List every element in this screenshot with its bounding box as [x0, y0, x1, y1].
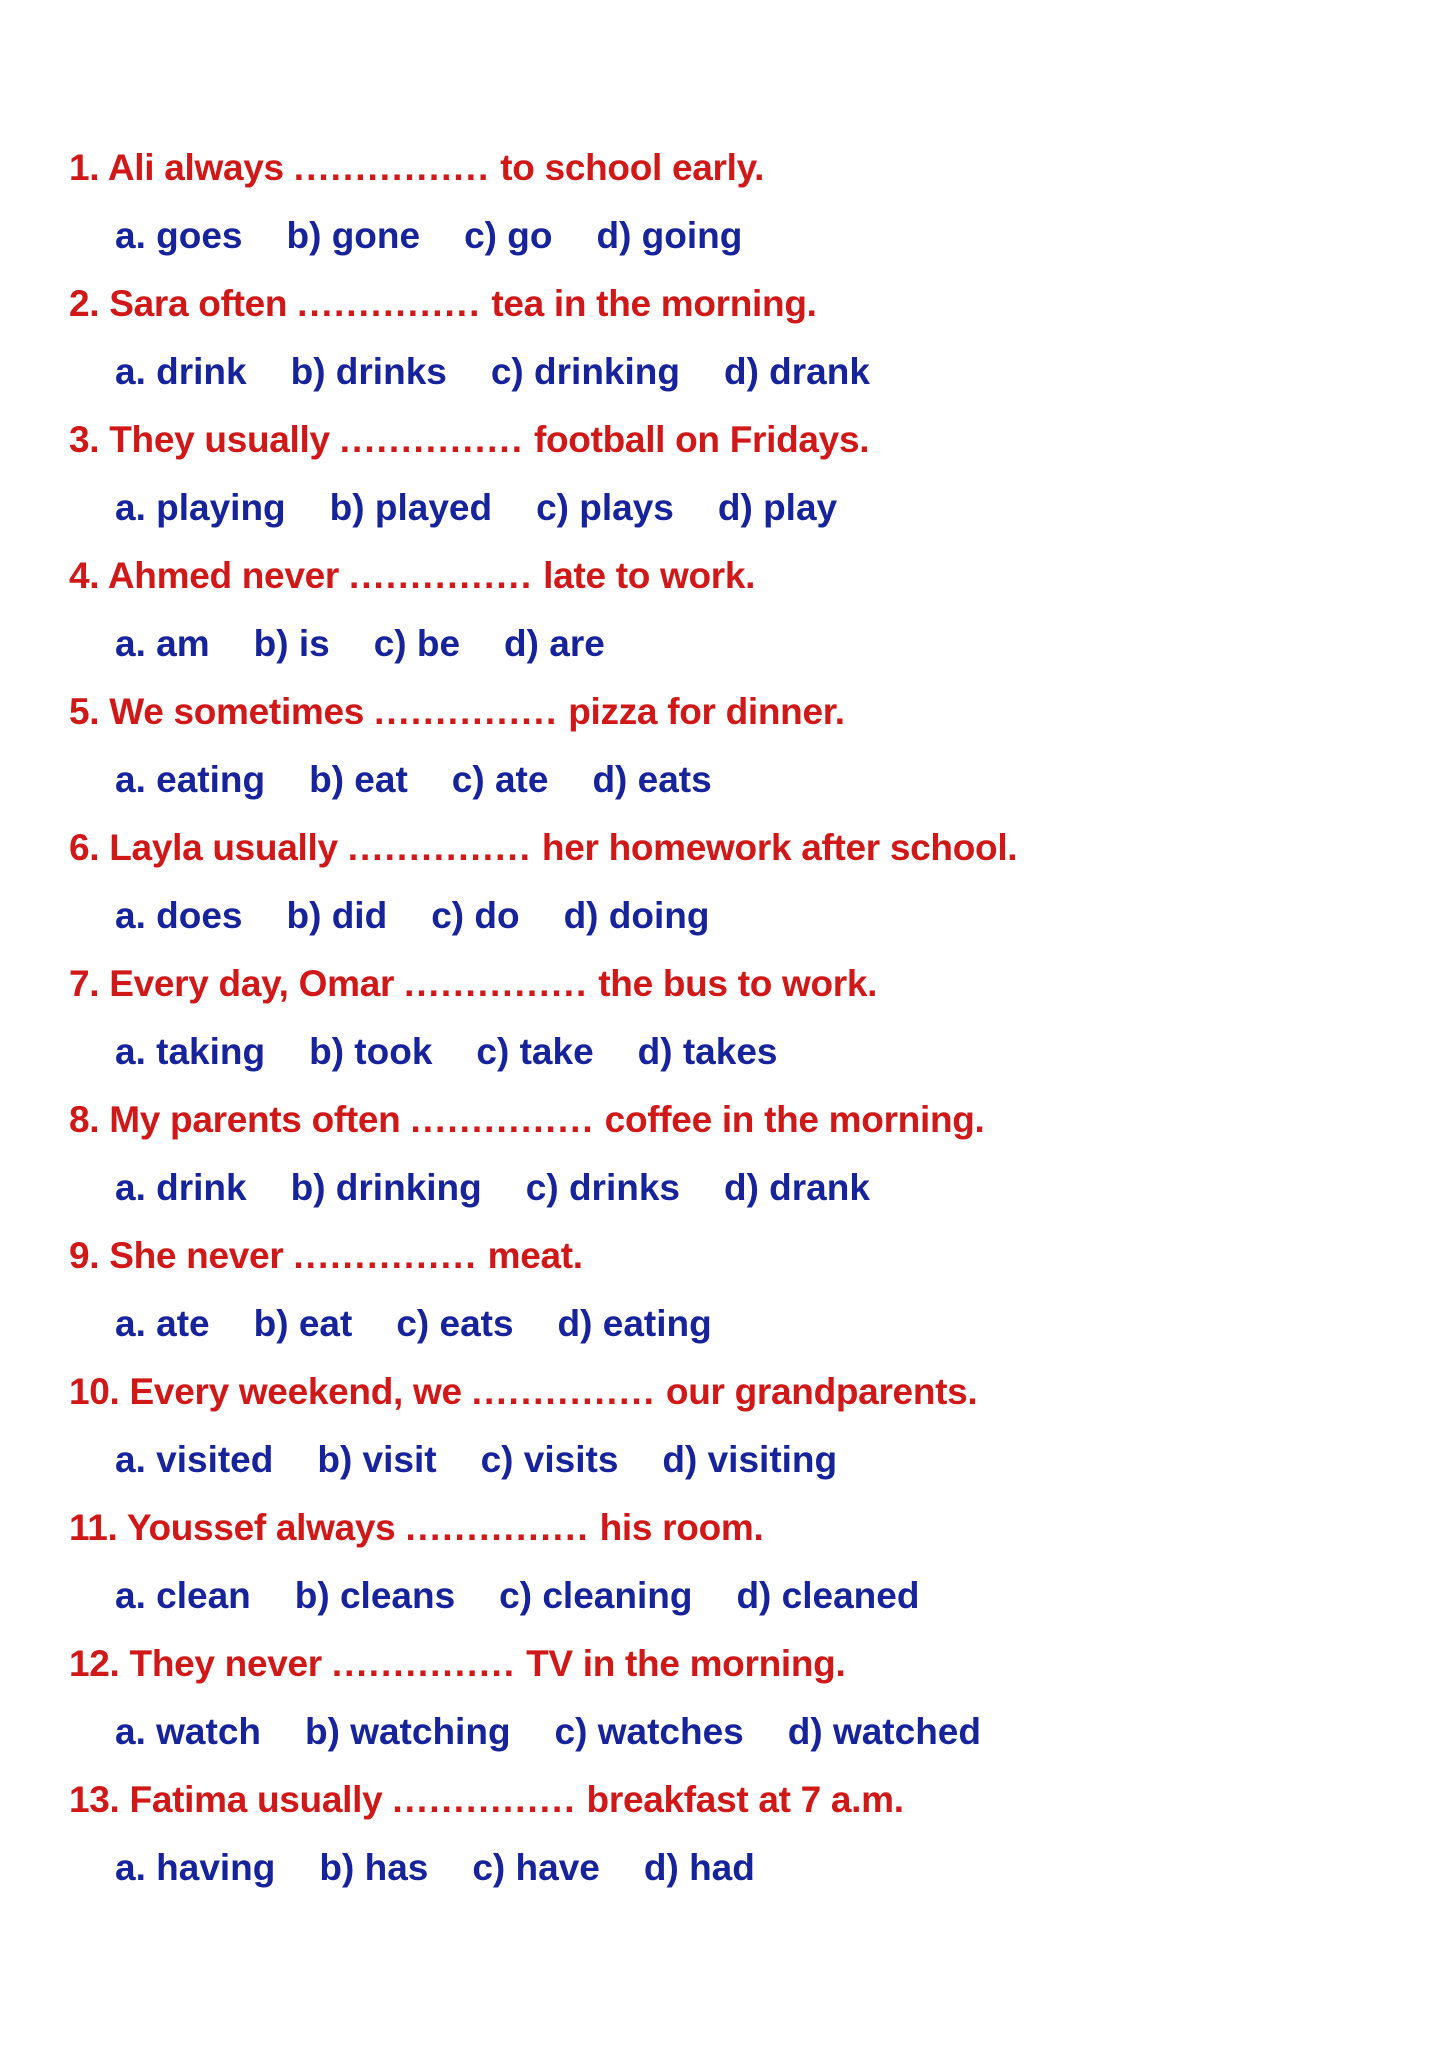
answer-option[interactable]: b) drinking [290, 1167, 482, 1208]
answer-option[interactable]: c) drinks [525, 1167, 680, 1208]
question-number: 8. [69, 1099, 100, 1140]
question-text-after: coffee in the morning. [604, 1099, 985, 1140]
question-number: 12. [69, 1643, 120, 1684]
answer-option[interactable]: d) drank [723, 351, 870, 392]
answer-option[interactable]: a. drink [115, 1167, 247, 1208]
question-number: 13. [69, 1779, 120, 1820]
answer-option[interactable]: c) visits [480, 1439, 619, 1480]
answer-option[interactable]: a. clean [115, 1575, 251, 1616]
question-number: 5. [69, 691, 100, 732]
question-2 [69, 278, 817, 330]
question-text-before: Fatima usually [129, 1779, 383, 1820]
question-text-after: tea in the morning. [491, 283, 817, 324]
answer-option[interactable]: b) is [253, 623, 330, 664]
question-blank[interactable]: ............... [339, 419, 524, 460]
answer-option[interactable]: b) took [309, 1031, 433, 1072]
answer-option[interactable]: c) do [431, 895, 520, 936]
answer-option[interactable]: c) watches [554, 1711, 744, 1752]
answer-option[interactable]: c) cleaning [499, 1575, 693, 1616]
question-blank[interactable]: ............... [297, 283, 482, 324]
answer-option[interactable]: c) ate [451, 759, 549, 800]
answer-option[interactable]: c) have [472, 1847, 600, 1888]
answer-option[interactable]: a. visited [115, 1439, 274, 1480]
question-9 [69, 1230, 583, 1282]
answer-option[interactable]: a. eating [115, 759, 266, 800]
question-text-after: our grandparents. [665, 1371, 978, 1412]
question-text-after: his room. [599, 1507, 764, 1548]
answer-option[interactable]: c) take [476, 1031, 594, 1072]
options-12 [115, 1706, 1025, 1758]
answer-option[interactable]: a. having [115, 1847, 276, 1888]
answer-option[interactable]: a. goes [115, 215, 243, 256]
question-5 [69, 686, 845, 738]
question-text-before: She never [109, 1235, 284, 1276]
answer-option[interactable]: b) gone [286, 215, 421, 256]
options-13 [115, 1842, 799, 1894]
answer-option[interactable]: c) drinking [490, 351, 680, 392]
options-5 [115, 754, 756, 806]
answer-option[interactable]: a. playing [115, 487, 286, 528]
question-number: 6. [69, 827, 100, 868]
question-number: 9. [69, 1235, 100, 1276]
answer-option[interactable]: b) has [319, 1847, 429, 1888]
answer-option[interactable]: b) watching [305, 1711, 511, 1752]
question-text-after: her homework after school. [541, 827, 1018, 868]
answer-option[interactable]: d) eating [557, 1303, 712, 1344]
question-text-before: Layla usually [109, 827, 338, 868]
answer-option[interactable]: a. ate [115, 1303, 210, 1344]
question-12 [69, 1638, 845, 1690]
answer-option[interactable]: a. am [115, 623, 210, 664]
question-number: 1. [69, 147, 100, 188]
question-number: 2. [69, 283, 100, 324]
answer-option[interactable]: c) be [373, 623, 461, 664]
question-text-after: breakfast at 7 a.m. [586, 1779, 904, 1820]
question-text-after: to school early. [500, 147, 765, 188]
options-1 [115, 210, 786, 262]
answer-option[interactable]: d) going [596, 215, 743, 256]
question-blank[interactable]: ............... [293, 1235, 478, 1276]
answer-option[interactable]: b) did [286, 895, 388, 936]
question-blank[interactable]: ............... [471, 1371, 656, 1412]
question-text-before: Every day, Omar [109, 963, 395, 1004]
answer-option[interactable]: a. watch [115, 1711, 261, 1752]
question-11 [69, 1502, 763, 1554]
question-text-after: meat. [487, 1235, 583, 1276]
answer-option[interactable]: d) had [643, 1847, 755, 1888]
options-10 [115, 1434, 881, 1486]
answer-option[interactable]: a. taking [115, 1031, 266, 1072]
question-text-after: football on Fridays. [533, 419, 870, 460]
answer-option[interactable]: b) drinks [290, 351, 447, 392]
question-blank[interactable]: ............... [347, 827, 532, 868]
question-blank[interactable]: ............... [374, 691, 559, 732]
question-number: 3. [69, 419, 100, 460]
answer-option[interactable]: d) doing [563, 895, 710, 936]
answer-option[interactable]: d) takes [637, 1031, 778, 1072]
question-8 [69, 1094, 985, 1146]
options-11 [115, 1570, 963, 1622]
question-text-before: Ahmed never [107, 555, 339, 596]
question-text-before: Ali always [107, 147, 284, 188]
question-6 [69, 822, 1017, 874]
question-text-after: late to work. [543, 555, 756, 596]
options-6 [115, 890, 753, 942]
question-text-before: They never [129, 1643, 322, 1684]
options-2 [115, 346, 914, 398]
answer-option[interactable]: c) go [464, 215, 553, 256]
question-7 [69, 958, 877, 1010]
answer-option[interactable]: d) play [717, 487, 838, 528]
answer-option[interactable]: a. drink [115, 351, 247, 392]
answer-option[interactable]: d) are [504, 623, 605, 664]
answer-option[interactable]: c) plays [536, 487, 674, 528]
question-blank[interactable]: ............... [410, 1099, 595, 1140]
question-blank[interactable]: ............... [348, 555, 534, 596]
question-text-after: TV in the morning. [526, 1643, 846, 1684]
question-number: 11. [69, 1507, 118, 1548]
question-number: 7. [69, 963, 100, 1004]
answer-option[interactable]: b) cleans [294, 1575, 456, 1616]
question-text-before: Sara often [109, 283, 288, 324]
answer-option[interactable]: d) eats [592, 759, 712, 800]
question-text-after: pizza for dinner. [568, 691, 845, 732]
question-blank[interactable]: ................ [293, 147, 491, 188]
answer-option[interactable]: d) visiting [662, 1439, 838, 1480]
question-3 [69, 414, 869, 466]
answer-option[interactable]: d) cleaned [736, 1575, 920, 1616]
options-9 [115, 1298, 756, 1350]
question-text-before: My parents often [109, 1099, 401, 1140]
question-text-before: Every weekend, we [129, 1371, 462, 1412]
answer-option[interactable]: a. does [115, 895, 243, 936]
answer-option[interactable]: b) visit [317, 1439, 437, 1480]
question-text-before: We sometimes [109, 691, 365, 732]
answer-option[interactable]: d) drank [723, 1167, 870, 1208]
question-text-after: the bus to work. [598, 963, 878, 1004]
options-7 [115, 1026, 822, 1078]
question-number: 10. [69, 1371, 120, 1412]
question-1 [69, 142, 764, 194]
answer-option[interactable]: d) watched [787, 1711, 981, 1752]
options-3 [115, 482, 881, 534]
question-number: 4. [69, 555, 100, 596]
options-8 [115, 1162, 914, 1214]
question-blank[interactable]: ............... [392, 1779, 577, 1820]
question-10 [69, 1366, 977, 1418]
question-text-before: They usually [109, 419, 330, 460]
answer-option[interactable]: b) eat [309, 759, 408, 800]
question-4 [69, 550, 755, 602]
answer-option[interactable]: b) played [329, 487, 493, 528]
answer-option[interactable]: b) eat [253, 1303, 353, 1344]
question-blank[interactable]: ............... [404, 963, 589, 1004]
question-blank[interactable]: ............... [331, 1643, 517, 1684]
question-13 [69, 1774, 904, 1826]
question-text-before: Youssef always [126, 1507, 396, 1548]
options-4 [115, 618, 649, 670]
question-blank[interactable]: ............... [405, 1507, 590, 1548]
answer-option[interactable]: c) eats [396, 1303, 514, 1344]
